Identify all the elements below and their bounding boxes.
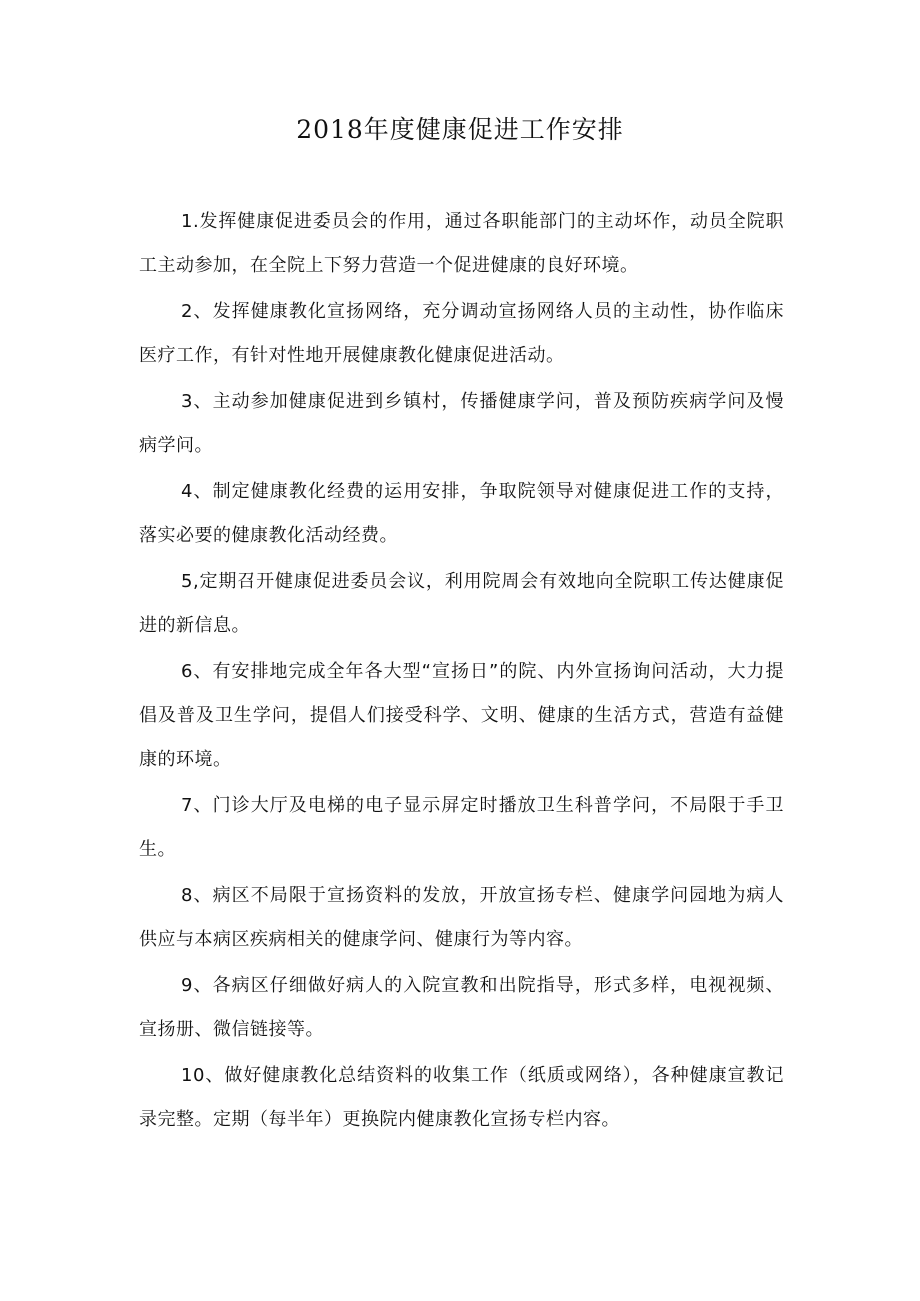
- plan-item-8: 8、病区不局限于宣扬资料的发放，开放宣扬专栏、健康学问园地为病人供应与本病区疾病相关的健康学问、健康行为等内容。: [139, 885, 784, 950]
- plan-item-9: 9、各病区仔细做好病人的入院宣教和出院指导，形式多样，电视视频、宣扬册、微信链接等。: [139, 975, 784, 1040]
- plan-item-3: 3、主动参加健康促进到乡镇村，传播健康学问，普及预防疾病学问及慢病学问。: [139, 391, 784, 456]
- plan-item-5: 5,定期召开健康促进委员会议，利用院周会有效地向全院职工传达健康促进的新信息。: [139, 571, 784, 636]
- plan-item-2: 2、发挥健康教化宣扬网络，充分调动宣扬网络人员的主动性，协作临床医疗工作，有针对性地开展健康教化健康促进活动。: [139, 301, 784, 366]
- plan-item-1: 1.发挥健康促进委员会的作用，通过各职能部门的主动坏作，动员全院职工主动参加，在全院上下努力营造一个促进健康的良好环境。: [139, 211, 784, 276]
- work-plan-list: [139, 200, 784, 1144]
- plan-item-4: 4、制定健康教化经费的运用安排，争取院领导对健康促进工作的支持，落实必要的健康教化活动经费。: [139, 481, 784, 546]
- plan-item-6: 6、有安排地完成全年各大型“宣扬日”的院、内外宣扬询问活动，大力提倡及普及卫生学问，提倡人们接受科学、文明、健康的生活方式，营造有益健康的环境。: [139, 661, 784, 770]
- plan-item-10: 10、做好健康教化总结资料的收集工作（纸质或网络），各种健康宣教记录完整。定期（每半年）更换院内健康教化宣扬专栏内容。: [139, 1065, 784, 1130]
- document-title: 2018年度健康促进工作安排: [296, 115, 624, 144]
- plan-item-7: 7、门诊大厅及电梯的电子显示屏定时播放卫生科普学问，不局限于手卫生。: [139, 795, 784, 860]
